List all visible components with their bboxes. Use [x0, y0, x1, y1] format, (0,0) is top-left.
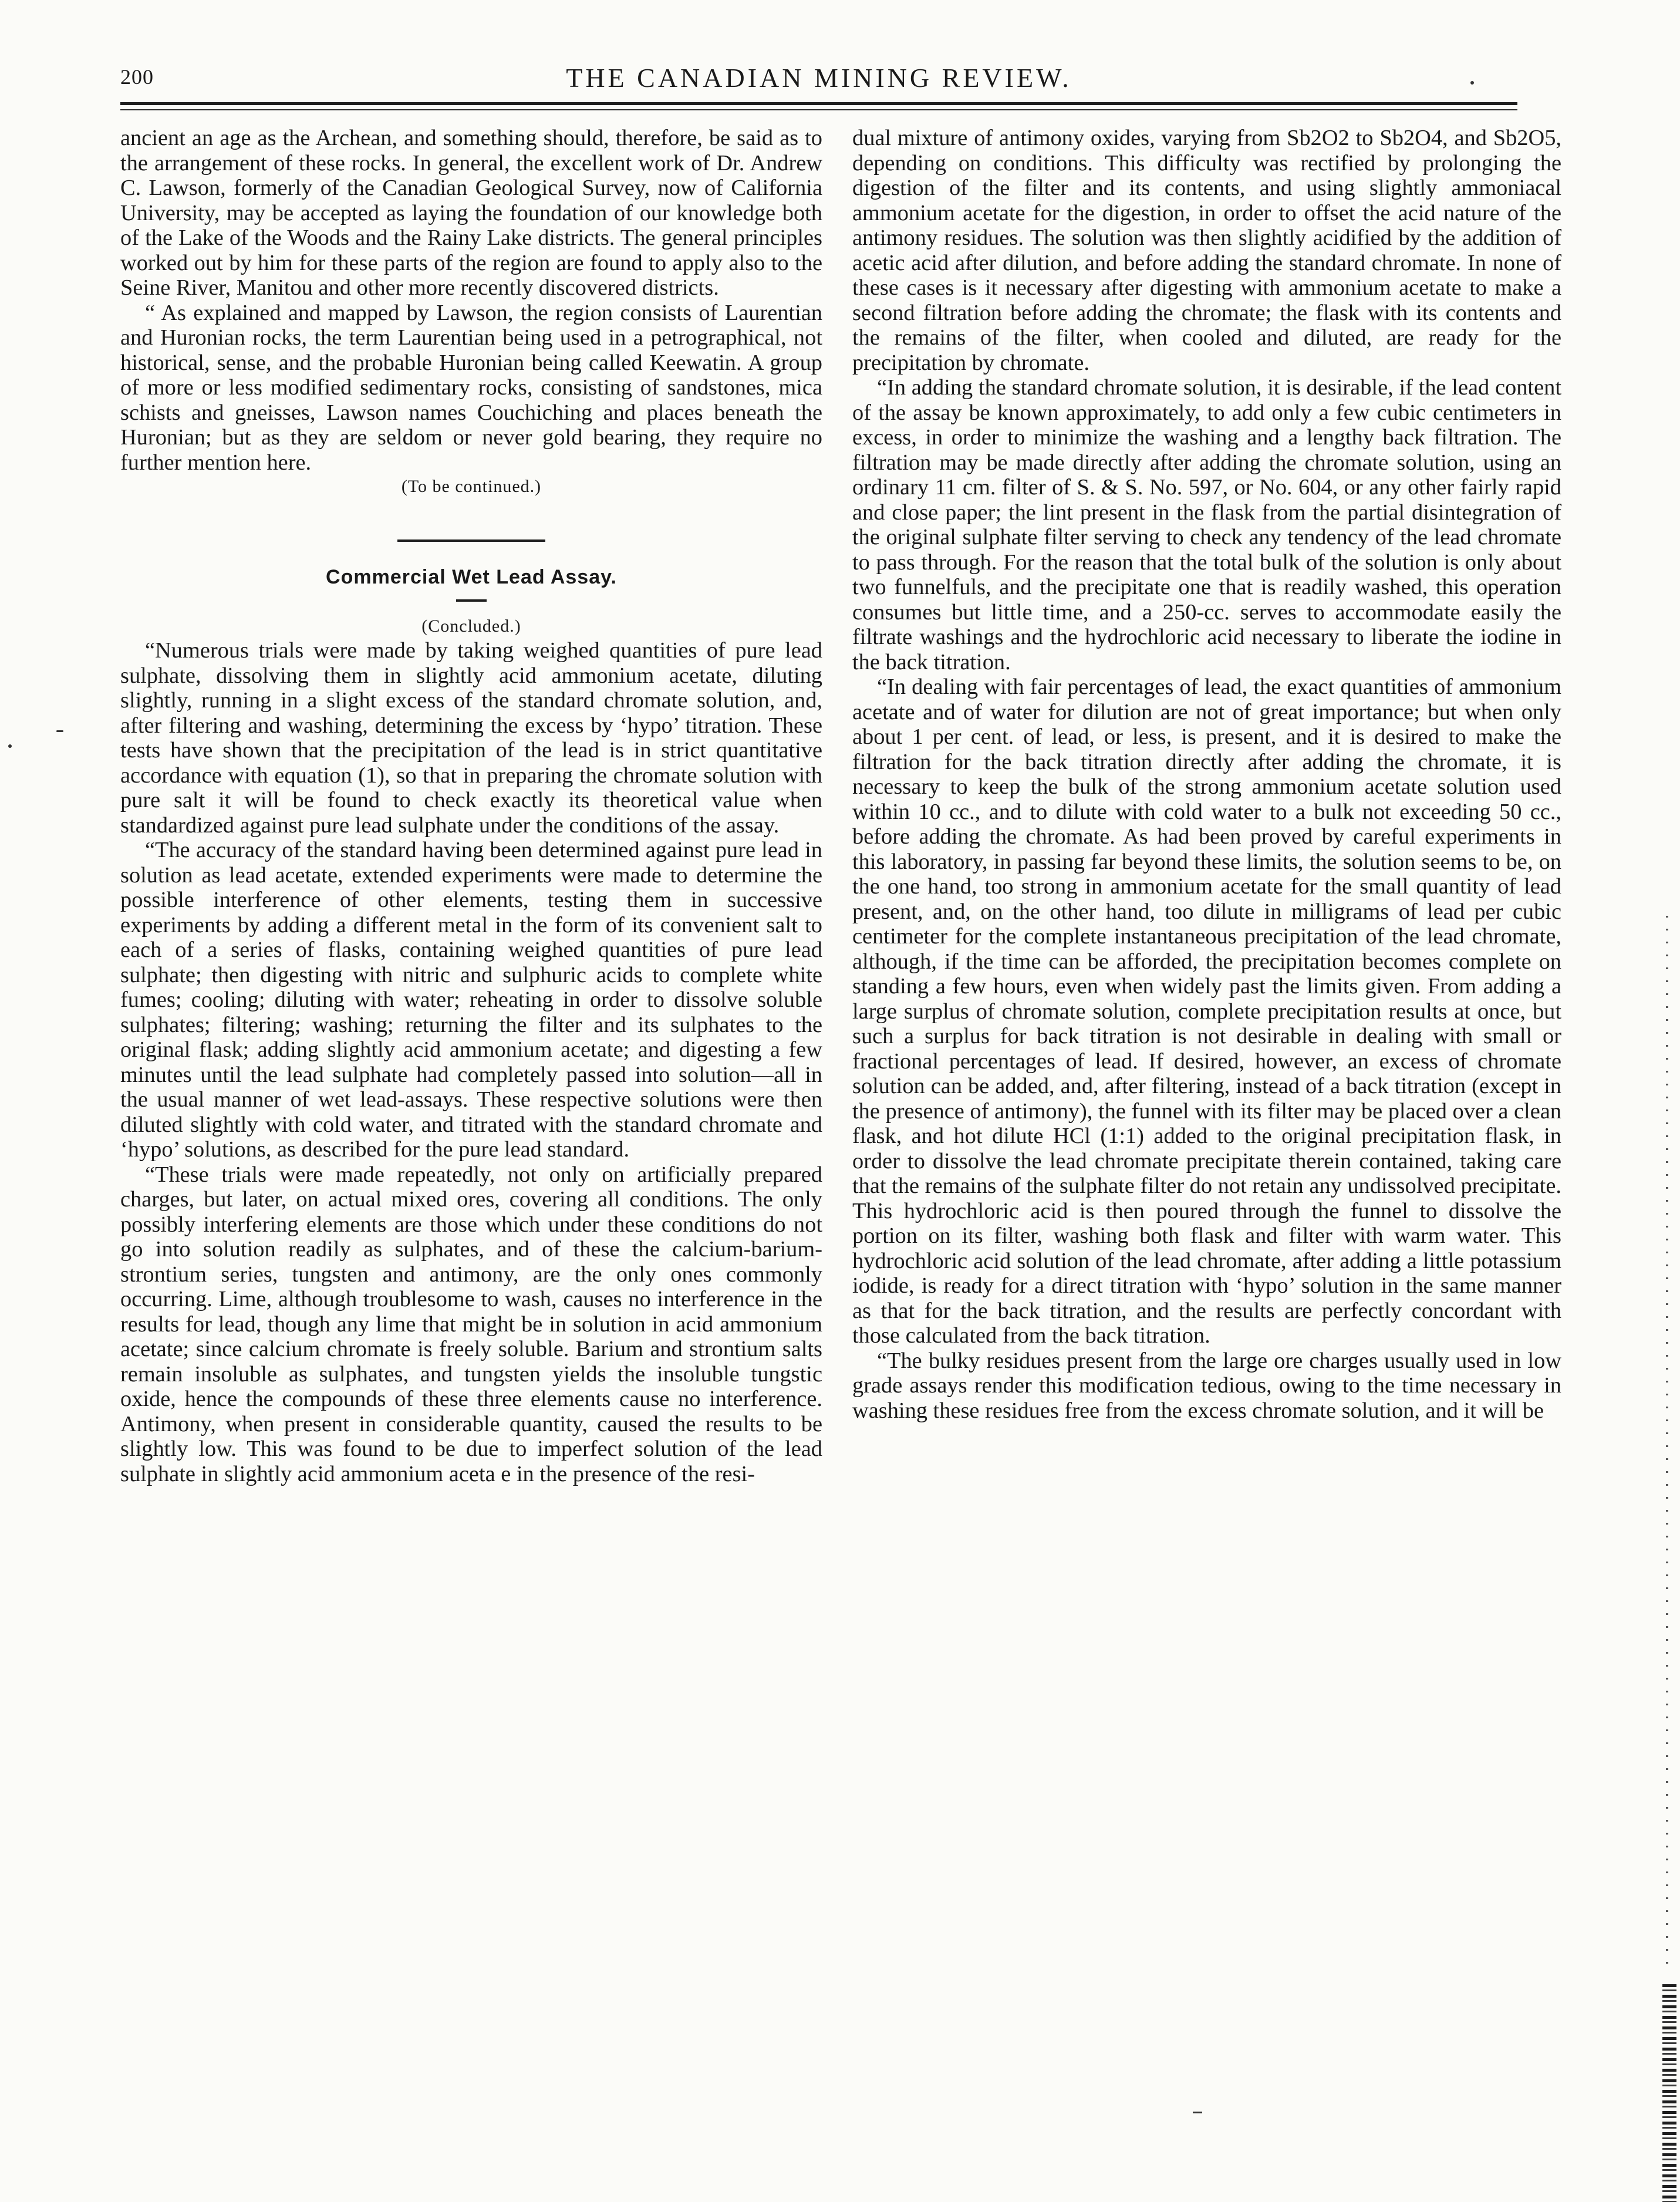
article-paragraph: “These trials were made repeatedly, not only on artificially prepared charges, but later, on actual mixed ores, covering all conditions. The only possibly interfering elements are those which under these conditions do not go into solution readily as sulphates, and of these the calcium-barium-strontium series, tungsten and antimony, are the only ones commonly occurring. Lime, although troublesome to wash, causes no interference in the results for lead, though any lime that might be in solution in acid ammonium acetate; since calcium chromate is freely soluble. Barium and strontium salts remain insoluble as sulphates, and tungsten yields the insoluble tungstic oxide, hence the compounds of these three elements cause no interference. Antimony, when present in considerable quantity, caused the results to be slightly low. This was found to be due to imperfect solution of the lead sulphate in slightly acid ammonium aceta e in the presence of the resi-	[120, 1162, 822, 1486]
section-divider	[397, 539, 545, 542]
heading-dash	[456, 599, 487, 602]
article-paragraph: “The bulky residues present from the large ore charges usually used in low grade assays render this modification tedious, owing to the time necessary in washing these residues free from the excess chromate solution, and it will be	[852, 1348, 1561, 1423]
article-paragraph: “In dealing with fair percentages of lead, the exact quantities of ammonium acetate and of water for dilution are not of great importance; but when only about 1 per cent. of lead, or less, is present, and it is desired to make the filtration for the back titration directly after adding the chromate, it is necessary to keep the bulk of the strong ammonium acetate solution used within 10 cc., and to dilute with cold water to a bulk not exceeding 50 cc., before adding the chromate. As had been proved by careful experiments in this laboratory, in passing far beyond these limits, the solution seems to be, on the one hand, too strong in ammonium acetate for the small quantity of lead present, and, on the other hand, too dilute in milligrams of lead per cubic centimeter for the complete instantaneous precipitation of the lead chromate, although, if the time can be afforded, the precipitation becomes complete on standing a few hours, even when widely past the limits given. From adding a large surplus of chromate solution, complete precipitation results at once, but such a surplus for back titration is not desirable in dealing with small or fractional percentages of lead. If desired, however, an excess of chromate solution can be added, and, after filtering, instead of a back titration (except in the presence of antimony), the funnel with its filter may be placed over a clean flask, and hot dilute HCl (1:1) added to the original precipitation flask, in order to dissolve the lead chromate precipitate therein contained, taking care that the remains of the sulphate filter do not retain any undissolved precipitate. This hydrochloric acid is then poured through the funnel to dissolve the portion on its filter, washing both flask and filter with warm water. This hydrochloric acid solution of the lead chromate, after adding a little potassium iodide, is ready for a direct titration with ‘hypo’ solution in the same manner as that for the back titration, and the results are perfectly concordant with those calculated from the back titration.	[852, 675, 1561, 1348]
header-rule-thick	[120, 102, 1517, 105]
article-paragraph: ancient an age as the Archean, and something should, therefore, be said as to the arrangement of these rocks. In general, the excellent work of Dr. Andrew C. Lawson, formerly of the Canadian Geological Survey, now of California University, may be accepted as laying the foundation of our knowledge both of the Lake of the Woods and the Rainy Lake districts. The general principles worked out by him for these parts of the region are found to apply also to the Seine River, Manitou and other more recently discovered districts.	[120, 126, 822, 300]
right-column	[852, 126, 1561, 1423]
concluded-note: (Concluded.)	[421, 616, 521, 636]
section-heading: Commercial Wet Lead Assay.	[326, 566, 617, 588]
scan-speck	[8, 744, 12, 748]
continued-note: (To be continued.)	[401, 477, 542, 496]
scan-edge-artifact	[1662, 0, 1680, 2202]
article-paragraph: “The accuracy of the standard having been determined against pure lead in solution as lead acetate, extended experiments were made to determine the possible interference of other elements, testing them in successive experiments by adding a different metal in the form of its convenient salt to each of a series of flasks, containing weighed quantities of pure lead sulphate; then digesting with nitric and sulphuric acids to complete white fumes; cooling; diluting with water; reheating in order to dissolve soluble sulphates; filtering; washing; returning the filter and its sulphates to the original flask; adding slightly acid ammonium acetate; and digesting a few minutes until the lead sulphate had completely passed into solution—all in the usual manner of wet lead-assays. These respective solutions were then diluted slightly with cold water, and titrated with the standard chromate and ‘hypo’ solutions, as described for the pure lead standard.	[120, 838, 822, 1162]
scan-edge-bar	[1662, 1984, 1676, 2202]
scan-speck	[56, 730, 63, 732]
article-paragraph: “In adding the standard chromate solution, it is desirable, if the lead content of the assay be known approximately, to add only a few cubic centimeters in excess, in order to minimize the washing and a lengthy back filtration. The filtration may be made directly after adding the chromate solution, using an ordinary 11 cm. filter of S. & S. No. 597, or No. 604, or any other fairly rapid and close paper; the lint present in the flask from the partial disintegration of the original sulphate filter serving to check any tendency of the lead chromate to pass through. For the reason that the total bulk of the solution is only about two funnelfuls, and the precipitate one that is readily washed, this operation consumes but little time, and a 250-cc. serves to accommodate easily the filtrate washings and the hydrochloric acid necessary to liberate the iodine in the back titration.	[852, 375, 1561, 675]
page-end-mark	[1193, 2112, 1202, 2113]
page-header	[120, 59, 1517, 106]
journal-title: THE CANADIAN MINING REVIEW.	[566, 63, 1072, 93]
article-paragraph: “ As explained and mapped by Lawson, the region consists of Laurentian and Huronian rocks, the term Laurentian being used in a petrographical, not historical, sense, and the probable Huronian being called Keewatin. A group of more or less modified sedimentary rocks, consisting of sandstones, mica schists and gneisses, Lawson names Couchiching and places beneath the Huronian; but as they are seldom or never gold bearing, they require no further mention here.	[120, 300, 822, 475]
header-rule-thin	[120, 109, 1517, 110]
article-paragraph: dual mixture of antimony oxides, varying from Sb2O2 to Sb2O4, and Sb2O5, depending on conditions. This difficulty was rectified by prolonging the digestion of the filter and its contents, and using slightly ammoniacal ammonium acetate for the digestion, in order to offset the acid nature of the antimony residues. The solution was then slightly acidified by the addition of acetic acid after dilution, and before adding the standard chromate. In none of these cases is it necessary after digesting with ammonium acetate to make a second filtration before adding the chromate; the flask with its contents and the remains of the filter, when cooled and diluted, are ready for the precipitation by chromate.	[852, 126, 1561, 375]
article-paragraph: “Numerous trials were made by taking weighed quantities of pure lead sulphate, dissolving them in slightly acid ammonium acetate, diluting slightly, running in a slight excess of the standard chromate solution, and, after filtering and washing, determining the excess by ‘hypo’ titration. These tests have shown that the precipitation of the lead is in strict quantitative accordance with equation (1), so that in preparing the chromate solution with pure salt it will be found to check exactly its theoretical value when standardized against pure lead sulphate under the conditions of the assay.	[120, 638, 822, 838]
scan-edge-dots	[1666, 916, 1668, 1972]
scan-speck	[1470, 81, 1474, 85]
page-number: 200	[120, 65, 154, 89]
left-column	[120, 126, 822, 1486]
